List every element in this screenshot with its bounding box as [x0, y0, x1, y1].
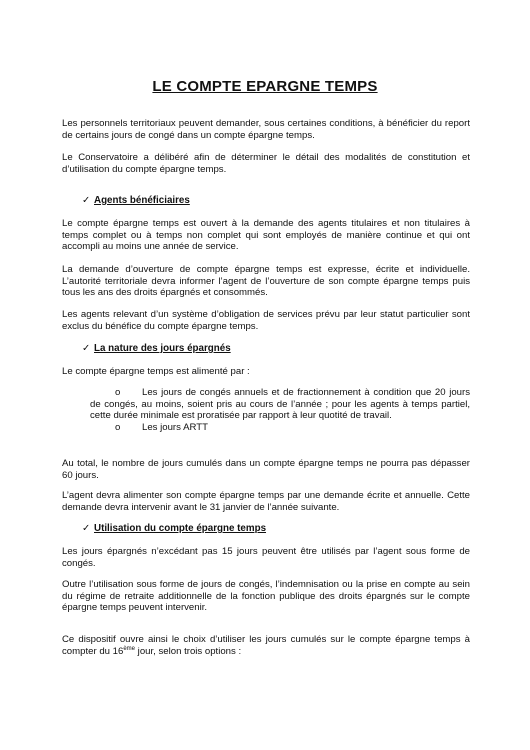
closing-paragraph: [62, 634, 470, 657]
nature-lead: Le compte épargne temps est alimenté par :: [62, 366, 250, 377]
intro-paragraph-1: Les personnels territoriaux peuvent demander, sous certaines conditions, à bénéficier du report de certains jours de congé dans un compte épargne temps.: [62, 118, 470, 141]
agents-paragraph-2: La demande d’ouverture de compte épargne temps est expresse, écrite et individuelle. L’autorité territoriale devra informer l’agent de l’ouverture de son compte épargne temps puis tous les ans des droits épargnés et consommés.: [62, 264, 470, 299]
check-icon: ✓: [82, 523, 91, 534]
check-icon: ✓: [82, 195, 91, 206]
closing-text-before: Ce dispositif ouvre ainsi le choix d’utiliser les jours cumulés sur le compte épargne temps à compter du 16: [62, 634, 470, 657]
utilisation-paragraph-2: Outre l’utilisation sous forme de jours de congés, l’indemnisation ou la prise en compte au sein du régime de retraite additionnelle de la fonction publique des droits épargnés sur le compte épargne temps peuvent intervenir.: [62, 579, 470, 614]
page-title: LE COMPTE EPARGNE TEMPS: [152, 78, 378, 95]
list-item-text: Les jours ARTT: [142, 422, 208, 433]
section-heading-nature: [82, 343, 231, 355]
agents-paragraph-1: Le compte épargne temps est ouvert à la demande des agents titulaires et non titulaires à temps complet ou à temps non complet qui sont employés de manière continue et qui ont accompli au moins une année de service.: [62, 218, 470, 253]
section-heading-label: Agents bénéficiaires: [94, 195, 190, 206]
bullet-icon: o: [115, 422, 121, 433]
section-heading-agents: [82, 195, 190, 207]
nature-paragraph-1: Au total, le nombre de jours cumulés dans un compte épargne temps ne pourra pas dépasser 60 jours.: [62, 458, 470, 481]
bullet-icon: o: [115, 387, 121, 398]
closing-superscript: ème: [123, 645, 136, 652]
closing-text-after: jour, selon trois options :: [135, 645, 242, 657]
section-heading-label: Utilisation du compte épargne temps: [94, 523, 267, 534]
agents-paragraph-3: Les agents relevant d’un système d’obligation de services prévu par leur statut particulier sont exclus du bénéfice du compte épargne temps.: [62, 309, 470, 332]
utilisation-paragraph-1: Les jours épargnés n’excédant pas 15 jours peuvent être utilisés par l’agent sous forme de congés.: [62, 546, 470, 569]
check-icon: ✓: [82, 343, 91, 354]
section-heading-utilisation: [82, 523, 266, 535]
section-heading-label: La nature des jours épargnés: [94, 343, 231, 354]
list-item-text: Les jours de congés annuels et de fractionnement à condition que 20 jours de congés, au moins, soient pris au cours de l’année ; pour les agents à temps partiel, cette durée minimale est proratisée par rapport à leur quotité de travail.: [90, 387, 470, 422]
nature-paragraph-2: L’agent devra alimenter son compte épargne temps par une demande écrite et annuelle. Cette demande devra intervenir avant le 31 janvier de l’année suivante.: [62, 490, 470, 513]
intro-paragraph-2: Le Conservatoire a délibéré afin de déterminer le détail des modalités de constitution et d’utilisation du compte épargne temps.: [62, 152, 470, 175]
